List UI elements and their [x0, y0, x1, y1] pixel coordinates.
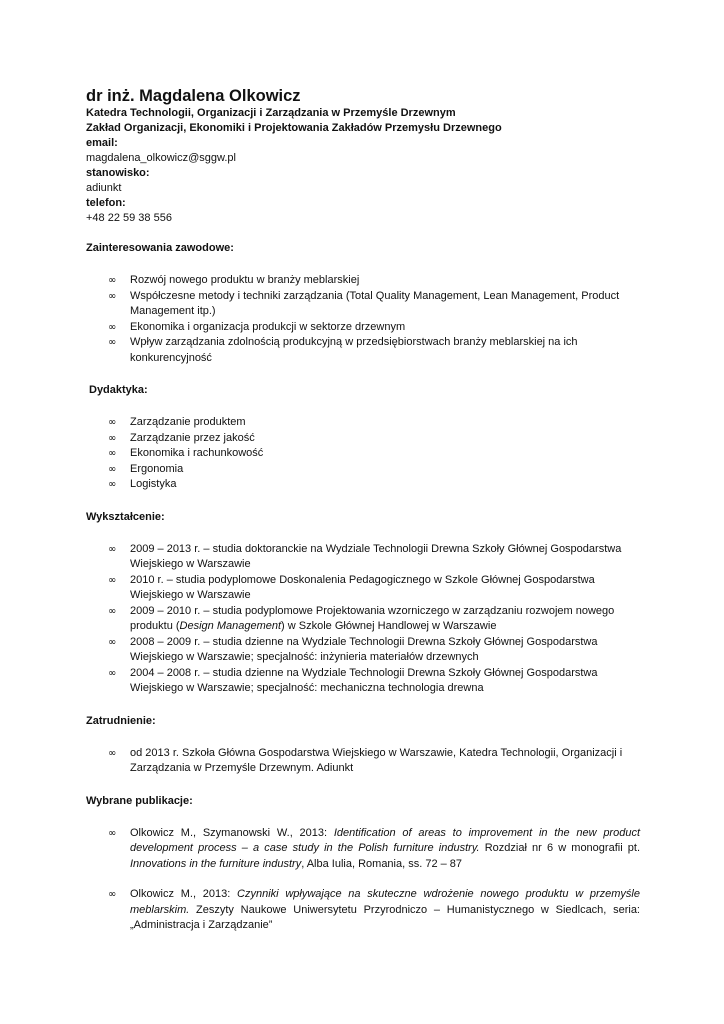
list-item: ∞ Olkowicz M., 2013: Czynniki wpływające na skuteczne wdrożenie nowego produktu w przemyśle meblarskim. Zeszyty Naukowe Uniwersytetu Przyrodniczo – Humanistycznego w Siedlcach, seria: „Administracja i Zarządzanie” [108, 888, 640, 931]
list-item: ∞ Ergonomia [86, 462, 640, 478]
position-label: stanowisko: [86, 167, 150, 179]
employment-heading: Zatrudnienie: [86, 714, 156, 727]
bullet-icon: ∞ [108, 448, 117, 459]
teaching-list [86, 415, 640, 493]
interests-heading: Zainteresowania zawodowe: [86, 242, 234, 254]
list-item: ∞ Zarządzanie przez jakość [86, 431, 640, 447]
list-item: ∞ 2009 – 2010 r. – studia podyplomowe Projektowania wzorniczego w zarządzaniu rozwojem nowego produktu (Design Management) w Szkole Głównej Handlowej w Warszawie [108, 604, 615, 632]
interests-list [86, 273, 640, 366]
phone-label: telefon: [86, 197, 126, 209]
list-item: ∞ Ekonomika i rachunkowość [86, 446, 640, 462]
education-heading: Wykształcenie: [86, 510, 165, 523]
bullet-icon: ∞ [108, 827, 117, 839]
bullet-icon: ∞ [108, 321, 117, 333]
bullet-icon: ∞ [108, 889, 117, 900]
bullet-icon: ∞ [108, 463, 117, 475]
bullet-icon: ∞ [108, 605, 117, 617]
bullet-icon: ∞ [108, 337, 117, 348]
list-item: ∞ Olkowicz M., Szymanowski W., 2013: Identification of areas to improvement in the new product development process – a case study in the Polish furniture industry. Rozdział nr 6 w monografii pt. Innovations in the furniture industry, Alba Iulia, Romania, ss. 72 – 87 [108, 826, 641, 870]
education-list [86, 542, 640, 697]
employment-list [86, 746, 640, 777]
email-value[interactable]: magdalena_olkowicz@sggw.pl [86, 152, 236, 164]
list-item: ∞ Wpływ zarządzania zdolnością produkcyjną w przedsiębiorstwach branży meblarskiej na ich konkurencyjność [108, 336, 578, 364]
bullet-icon: ∞ [108, 747, 117, 759]
publications-list [86, 826, 640, 934]
list-item: ∞ Rozwój nowego produktu w branży meblarskiej [86, 273, 640, 289]
bullet-icon: ∞ [108, 667, 117, 679]
list-item: ∞ 2008 – 2009 r. – studia dzienne na Wydziale Technologii Drewna Szkoły Głównej Gospodarstwa Wiejskiego w Warszawie; specjalność: inżynieria materiałów drzewnych [108, 635, 598, 663]
teaching-heading: Dydaktyka: [89, 384, 148, 396]
bullet-icon: ∞ [108, 636, 117, 648]
email-label: email: [86, 137, 118, 149]
publications-heading: Wybrane publikacje: [86, 794, 193, 807]
bullet-icon: ∞ [108, 479, 117, 490]
bullet-icon: ∞ [108, 543, 117, 555]
document-page [86, 86, 640, 934]
author-name: dr inż. Magdalena Olkowicz [86, 87, 301, 105]
list-item: ∞ Logistyka [86, 477, 640, 493]
list-item: ∞ 2009 – 2013 r. – studia doktoranckie na Wydziale Technologii Drewna Szkoły Głównej Gospodarstwa Wiejskiego w Warszawie [108, 542, 622, 570]
phone-value: +48 22 59 38 556 [86, 212, 172, 224]
list-item: ∞ Współczesne metody i techniki zarządzania (Total Quality Management, Lean Management, Product Management itp.) [108, 289, 620, 317]
bullet-icon: ∞ [108, 574, 117, 586]
list-item: ∞ Zarządzanie produktem [86, 415, 640, 431]
list-item: ∞ Ekonomika i organizacja produkcji w sektorze drzewnym [86, 320, 640, 336]
position-value: adiunkt [86, 182, 122, 194]
unit: Zakład Organizacji, Ekonomiki i Projektowania Zakładów Przemysłu Drzewnego [86, 122, 502, 134]
bullet-icon: ∞ [108, 417, 117, 428]
list-item: ∞ 2004 – 2008 r. – studia dzienne na Wydziale Technologii Drewna Szkoły Głównej Gospodarstwa Wiejskiego w Warszawie; specjalność: mechaniczna technologia drewna [108, 666, 598, 694]
list-item: ∞ 2010 r. – studia podyplomowe Doskonalenia Pedagogicznego w Szkole Głównej Gospodarstwa Wiejskiego w Warszawie [108, 573, 595, 601]
department: Katedra Technologii, Organizacji i Zarządzania w Przemyśle Drzewnym [86, 107, 456, 119]
bullet-icon: ∞ [108, 290, 117, 302]
bullet-icon: ∞ [108, 432, 117, 444]
bullet-icon: ∞ [108, 275, 117, 286]
list-item: ∞ od 2013 r. Szkoła Główna Gospodarstwa Wiejskiego w Warszawie, Katedra Technologii, Organizacji i Zarządzania w Przemyśle Drzewnym. Adiunkt [108, 746, 623, 774]
